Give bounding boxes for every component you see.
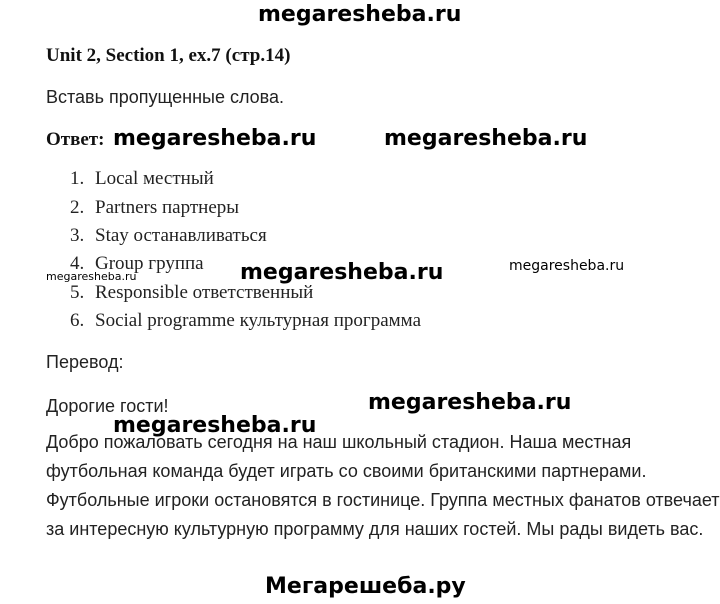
list-item-text: Local местный: [95, 168, 214, 189]
watermark-greeting-right: megaresheba.ru: [368, 390, 572, 415]
list-item-number: 4.: [70, 253, 85, 274]
watermark-list-right: megaresheba.ru: [509, 258, 625, 274]
list-item: [70, 197, 239, 219]
list-item-number: 3.: [70, 225, 85, 246]
list-item-text: Responsible ответственный: [95, 282, 314, 303]
list-item: [70, 168, 214, 190]
translation-greeting: Дорогие гости!: [46, 396, 169, 416]
watermark-list-middle: megaresheba.ru: [240, 260, 444, 285]
exercise-heading: Unit 2, Section 1, ex.7 (стр.14): [46, 45, 291, 66]
exercise-instruction: Вставь пропущенные слова.: [46, 87, 285, 107]
list-item: [70, 225, 267, 247]
list-item-text: Group группа: [95, 253, 204, 274]
list-item-number: 2.: [70, 197, 85, 218]
translation-label: Перевод:: [46, 352, 124, 372]
list-item: [70, 310, 421, 332]
list-item-text: Partners партнеры: [95, 197, 240, 218]
watermark-left-small: megaresheba.ru: [46, 270, 137, 283]
watermark-top: megaresheba.ru: [258, 2, 462, 27]
watermark-greeting-left: megaresheba.ru: [113, 413, 317, 438]
list-item-number: 1.: [70, 168, 85, 189]
list-item-text: Stay останавливаться: [95, 225, 267, 246]
list-item-text: Social programme культурная программа: [95, 310, 422, 331]
translation-body: Добро пожаловать сегодня на наш школьный стадион. Наша местная футбольная команда будет играть со своими британскими партнерами. Футбольные игроки остановятся в гостинице. Группа местных фанатов отвечает за интересную культурную программу для наших гостей. Мы рады видеть вас.: [46, 432, 720, 539]
watermark-answer-inline: megaresheba.ru: [113, 126, 317, 151]
watermark-answer-right: megaresheba.ru: [384, 126, 588, 151]
list-item-number: 6.: [70, 310, 85, 331]
list-item: [70, 282, 313, 304]
list-item-number: 5.: [70, 282, 85, 303]
watermark-bottom: Мегарешеба.ру: [265, 574, 466, 599]
answer-label: Ответ:: [46, 129, 105, 150]
